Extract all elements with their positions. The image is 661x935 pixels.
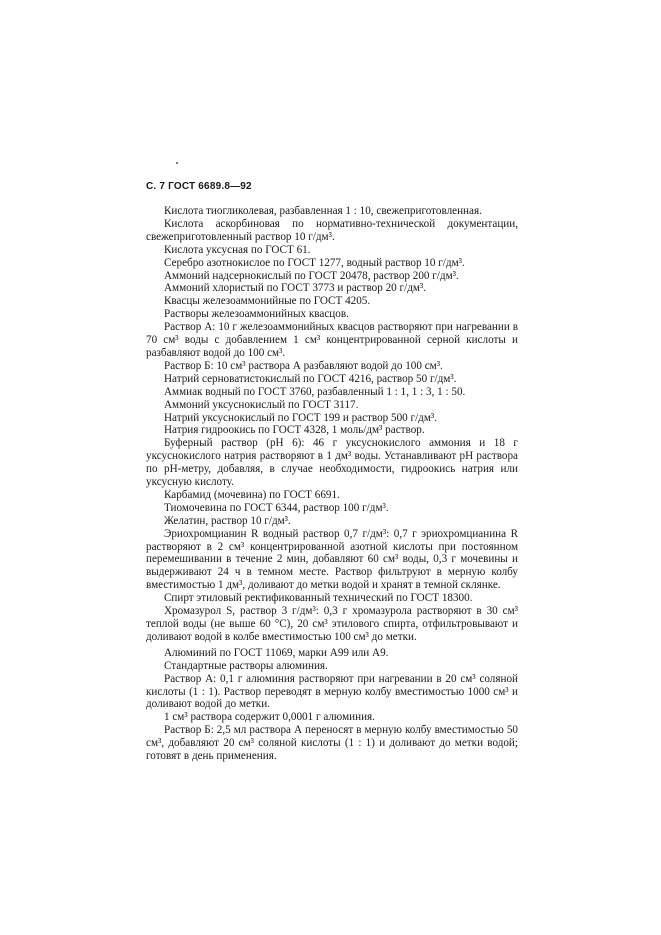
paragraph: Стандартные растворы алюминия. <box>164 659 328 672</box>
paragraph: Аммоний надсернокислый по ГОСТ 20478, раствор 200 г/дм³. <box>164 269 459 282</box>
paragraph: Эриохромцианин R водный раствор 0,7 г/дм³: 0,7 г эриохромцианина R растворяют в 2 см³ концентрированной азотной кислоты при постоянном перемешивании в течение 2 мин, добавляют 60 см³ воды, 0,3 г мочевины и выдерживают 24 ч в темном месте. Раствор фильтруют в мерную колбу вместимостью 1 дм³, доливают до метки водой и хранят в темной склянке. <box>146 527 518 592</box>
paragraph: Спирт этиловый ректификованный технический по ГОСТ 18300. <box>164 592 473 605</box>
paragraph: Серебро азотнокислое по ГОСТ 1277, водный раствор 10 г/дм³. <box>164 256 465 269</box>
paragraph: Раствор А: 0,1 г алюминия растворяют при нагревании в 20 см³ соляной кислоты (1 : 1). Раствор переводят в мерную колбу вместимостью 1000 см³ и доливают водой до метки. <box>146 672 518 711</box>
page-header <box>146 181 252 192</box>
paragraph: Алюминий по ГОСТ 11069, марки А99 или А9. <box>164 646 389 659</box>
paragraph: Аммоний уксуснокислый по ГОСТ 3117. <box>164 398 359 411</box>
scan-speck <box>176 162 178 164</box>
paragraph: Раствор А: 10 г железоаммонийных квасцов растворяют при нагревании в 70 см³ воды с добавлением 1 см³ концентрированной серной кислоты и разбавляют водой до 100 см³. <box>146 321 518 359</box>
paragraph: Кислота уксусная по ГОСТ 61. <box>164 243 311 256</box>
page-number: С. 7 <box>146 181 166 192</box>
paragraph: Буферный раствор (pH 6): 46 г уксуснокислого аммония и 18 г уксуснокислого натрия растворяют в 1 дм³ воды. Устанавливают pH раствора по pH-метру, добавляя, в случае необходимости, гидроокись натрия или уксусную кислоту. <box>146 437 518 489</box>
document-body <box>146 205 518 763</box>
paragraph: Кислота аскорбиновая по нормативно-технической документации, свежеприготовленный раствор 10 г/дм³. <box>146 217 518 243</box>
paragraph: Раствор Б: 10 см³ раствора А разбавляют водой до 100 см³. <box>164 359 443 372</box>
paragraph: Квасцы железоаммонийные по ГОСТ 4205. <box>164 295 371 308</box>
paragraph: Тиомочевина по ГОСТ 6344, раствор 100 г/дм³. <box>164 501 389 514</box>
paragraph: Аммиак водный по ГОСТ 3760, разбавленный 1 : 1, 1 : 3, 1 : 50. <box>164 385 466 398</box>
paragraph: Натрия гидроокись по ГОСТ 4328, 1 моль/дм³ раствор. <box>164 424 425 437</box>
paragraph: Растворы железоаммонийных квасцов. <box>164 308 349 321</box>
paragraph: Карбамид (мочевина) по ГОСТ 6691. <box>164 488 340 501</box>
standard-designation: ГОСТ 6689.8—92 <box>168 181 252 192</box>
paragraph: Желатин, раствор 10 г/дм³. <box>164 514 291 527</box>
paragraph: Кислота тиогликолевая, разбавленная 1 : 10, свежеприготовленная. <box>164 205 482 217</box>
paragraph: 1 см³ раствора содержит 0,0001 г алюминия. <box>164 711 375 724</box>
paragraph: Раствор Б: 2,5 мл раствора А переносят в мерную колбу вместимостью 50 см³, добавляют 20 см³ соляной кислоты (1 : 1) и доливают до метки водой; готовят в день применения. <box>146 724 518 763</box>
paragraph: Хромазурол S, раствор 3 г/дм³: 0,3 г хромазурола растворяют в 30 см³ теплой воды (не выше 60 °С), 20 см³ этилового спирта, отфильтровывают и доливают водой в колбе вместимостью 100 см³ до метки. <box>146 605 518 643</box>
paragraph: Аммоний хлористый по ГОСТ 3773 и раствор 20 г/дм³. <box>164 282 427 295</box>
paragraph: Натрий уксуснокислый по ГОСТ 199 и раствор 500 г/дм³. <box>164 411 438 424</box>
paragraph: Натрий серноватистокислый по ГОСТ 4216, раствор 50 г/дм³. <box>164 372 457 385</box>
